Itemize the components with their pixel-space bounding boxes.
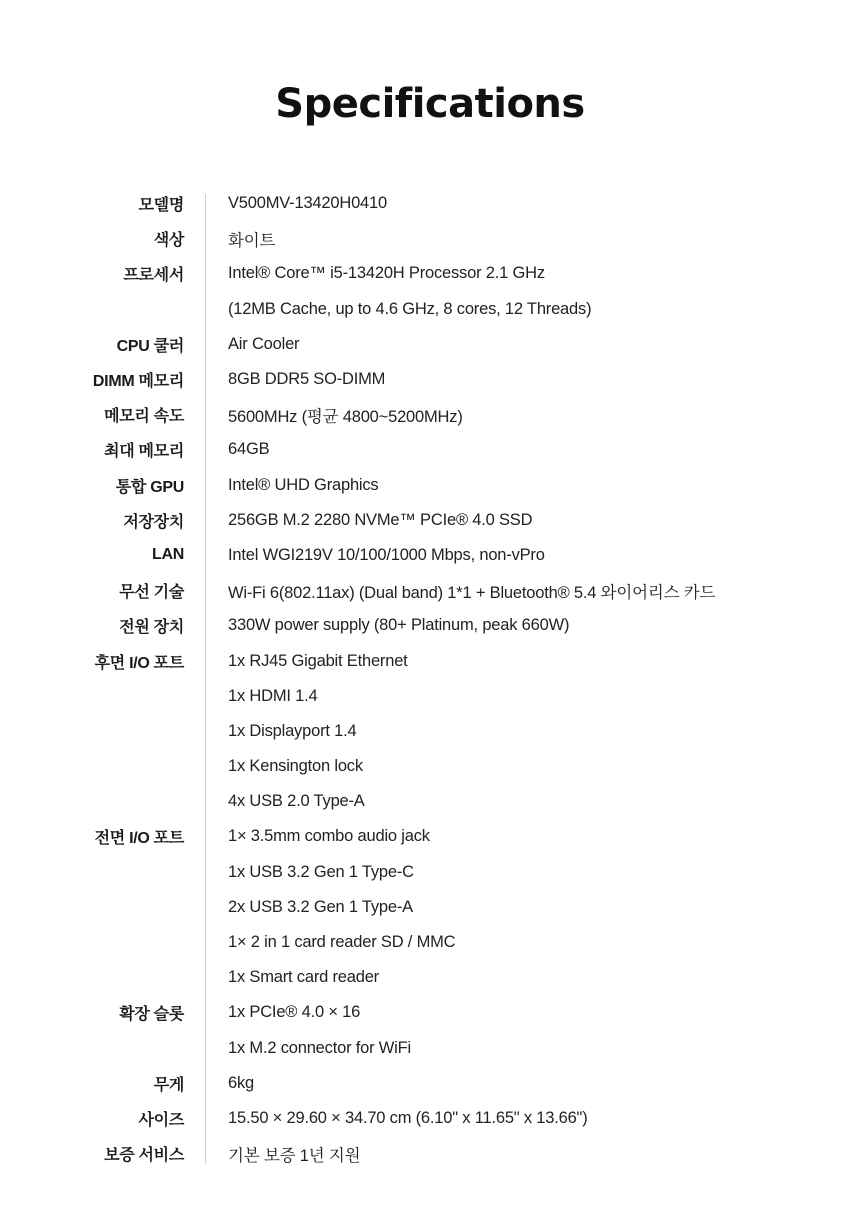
- spec-row: [0, 890, 860, 925]
- spec-value: 15.50 × 29.60 × 34.70 cm (6.10" x 11.65" x 13.66"): [228, 1108, 588, 1127]
- spec-row: [0, 643, 860, 678]
- spec-row: [0, 186, 860, 221]
- spec-row: [0, 749, 860, 784]
- spec-label: DIMM 메모리: [92, 373, 184, 391]
- spec-row: [0, 608, 860, 643]
- spec-value: 1x RJ45 Gigabit Ethernet: [228, 651, 408, 670]
- spec-row: [0, 292, 860, 327]
- spec-value: Air Cooler: [228, 334, 300, 353]
- spec-row: [0, 432, 860, 467]
- spec-value: 1× 3.5mm combo audio jack: [228, 827, 430, 846]
- spec-value: 1x M.2 connector for WiFi: [228, 1038, 411, 1057]
- spec-value: 1x PCIe® 4.0 × 16: [228, 1003, 361, 1022]
- spec-label: CPU 쿨러: [116, 337, 184, 355]
- spec-value: 8GB DDR5 SO-DIMM: [228, 370, 386, 389]
- spec-label: 전원 장치: [119, 619, 184, 637]
- spec-label: 보증 서비스: [104, 1147, 184, 1165]
- spec-row: [0, 327, 860, 362]
- spec-table: [0, 186, 860, 1171]
- spec-label: 색상: [153, 232, 184, 250]
- spec-row: [0, 573, 860, 608]
- spec-row: [0, 679, 860, 714]
- spec-value: Wi-Fi 6(802.11ax) (Dual band) 1*1 + Bluetooth® 5.4 와이어리스 카드: [228, 583, 716, 602]
- spec-value: 1x Kensington lock: [228, 757, 363, 776]
- spec-value: Intel® UHD Graphics: [228, 475, 379, 494]
- spec-row: [0, 1066, 860, 1101]
- spec-row: [0, 397, 860, 432]
- spec-label: 사이즈: [138, 1111, 184, 1129]
- spec-row: [0, 784, 860, 819]
- spec-row: [0, 538, 860, 573]
- spec-label: 확장 슬롯: [119, 1006, 184, 1024]
- spec-value: Intel® Core™ i5-13420H Processor 2.1 GHz: [228, 264, 545, 283]
- spec-row: [0, 256, 860, 291]
- spec-label: 모델명: [138, 197, 184, 215]
- page-title: Specifications: [275, 81, 585, 127]
- spec-label: 메모리 속도: [104, 408, 184, 426]
- spec-row: [0, 468, 860, 503]
- spec-value: (12MB Cache, up to 4.6 GHz, 8 cores, 12 Threads): [228, 299, 592, 318]
- spec-label: 후면 I/O 포트: [94, 654, 184, 672]
- spec-value: 1x Smart card reader: [228, 968, 379, 987]
- spec-row: [0, 1101, 860, 1136]
- spec-value: 1x USB 3.2 Gen 1 Type-C: [228, 862, 414, 881]
- spec-value: 330W power supply (80+ Platinum, peak 660W): [228, 616, 570, 635]
- spec-row: [0, 503, 860, 538]
- spec-label: LAN: [152, 546, 184, 564]
- spec-value: 1x Displayport 1.4: [228, 721, 357, 740]
- spec-row: [0, 925, 860, 960]
- spec-rows: [0, 186, 860, 1171]
- spec-value: 2x USB 3.2 Gen 1 Type-A: [228, 897, 413, 916]
- spec-label: 저장장치: [123, 513, 184, 531]
- spec-row: [0, 714, 860, 749]
- spec-label: 전면 I/O 포트: [94, 830, 184, 848]
- spec-row: [0, 221, 860, 256]
- spec-value: 64GB: [228, 440, 270, 459]
- spec-label: 최대 메모리: [104, 443, 184, 461]
- spec-value: 기본 보증 1년 지원: [228, 1146, 361, 1165]
- spec-value: 5600MHz (평균 4800~5200MHz): [228, 407, 463, 426]
- spec-value: Intel WGI219V 10/100/1000 Mbps, non-vPro: [228, 545, 545, 564]
- spec-label: 통합 GPU: [115, 478, 184, 496]
- spec-label: 무선 기술: [119, 584, 184, 602]
- spec-row: [0, 362, 860, 397]
- spec-row: [0, 995, 860, 1030]
- spec-value: V500MV-13420H0410: [228, 194, 387, 213]
- spec-value: 1× 2 in 1 card reader SD / MMC: [228, 933, 456, 952]
- spec-row: [0, 855, 860, 890]
- spec-label: 프로세서: [123, 267, 184, 285]
- spec-value: 1x HDMI 1.4: [228, 686, 318, 705]
- spec-label: 무게: [153, 1076, 184, 1094]
- spec-value: 화이트: [228, 231, 276, 250]
- spec-row: [0, 960, 860, 995]
- spec-row: [0, 1136, 860, 1171]
- spec-value: 256GB M.2 2280 NVMe™ PCIe® 4.0 SSD: [228, 510, 533, 529]
- spec-row: [0, 1031, 860, 1066]
- spec-value: 6kg: [228, 1073, 255, 1092]
- spec-value: 4x USB 2.0 Type-A: [228, 792, 365, 811]
- spec-row: [0, 819, 860, 854]
